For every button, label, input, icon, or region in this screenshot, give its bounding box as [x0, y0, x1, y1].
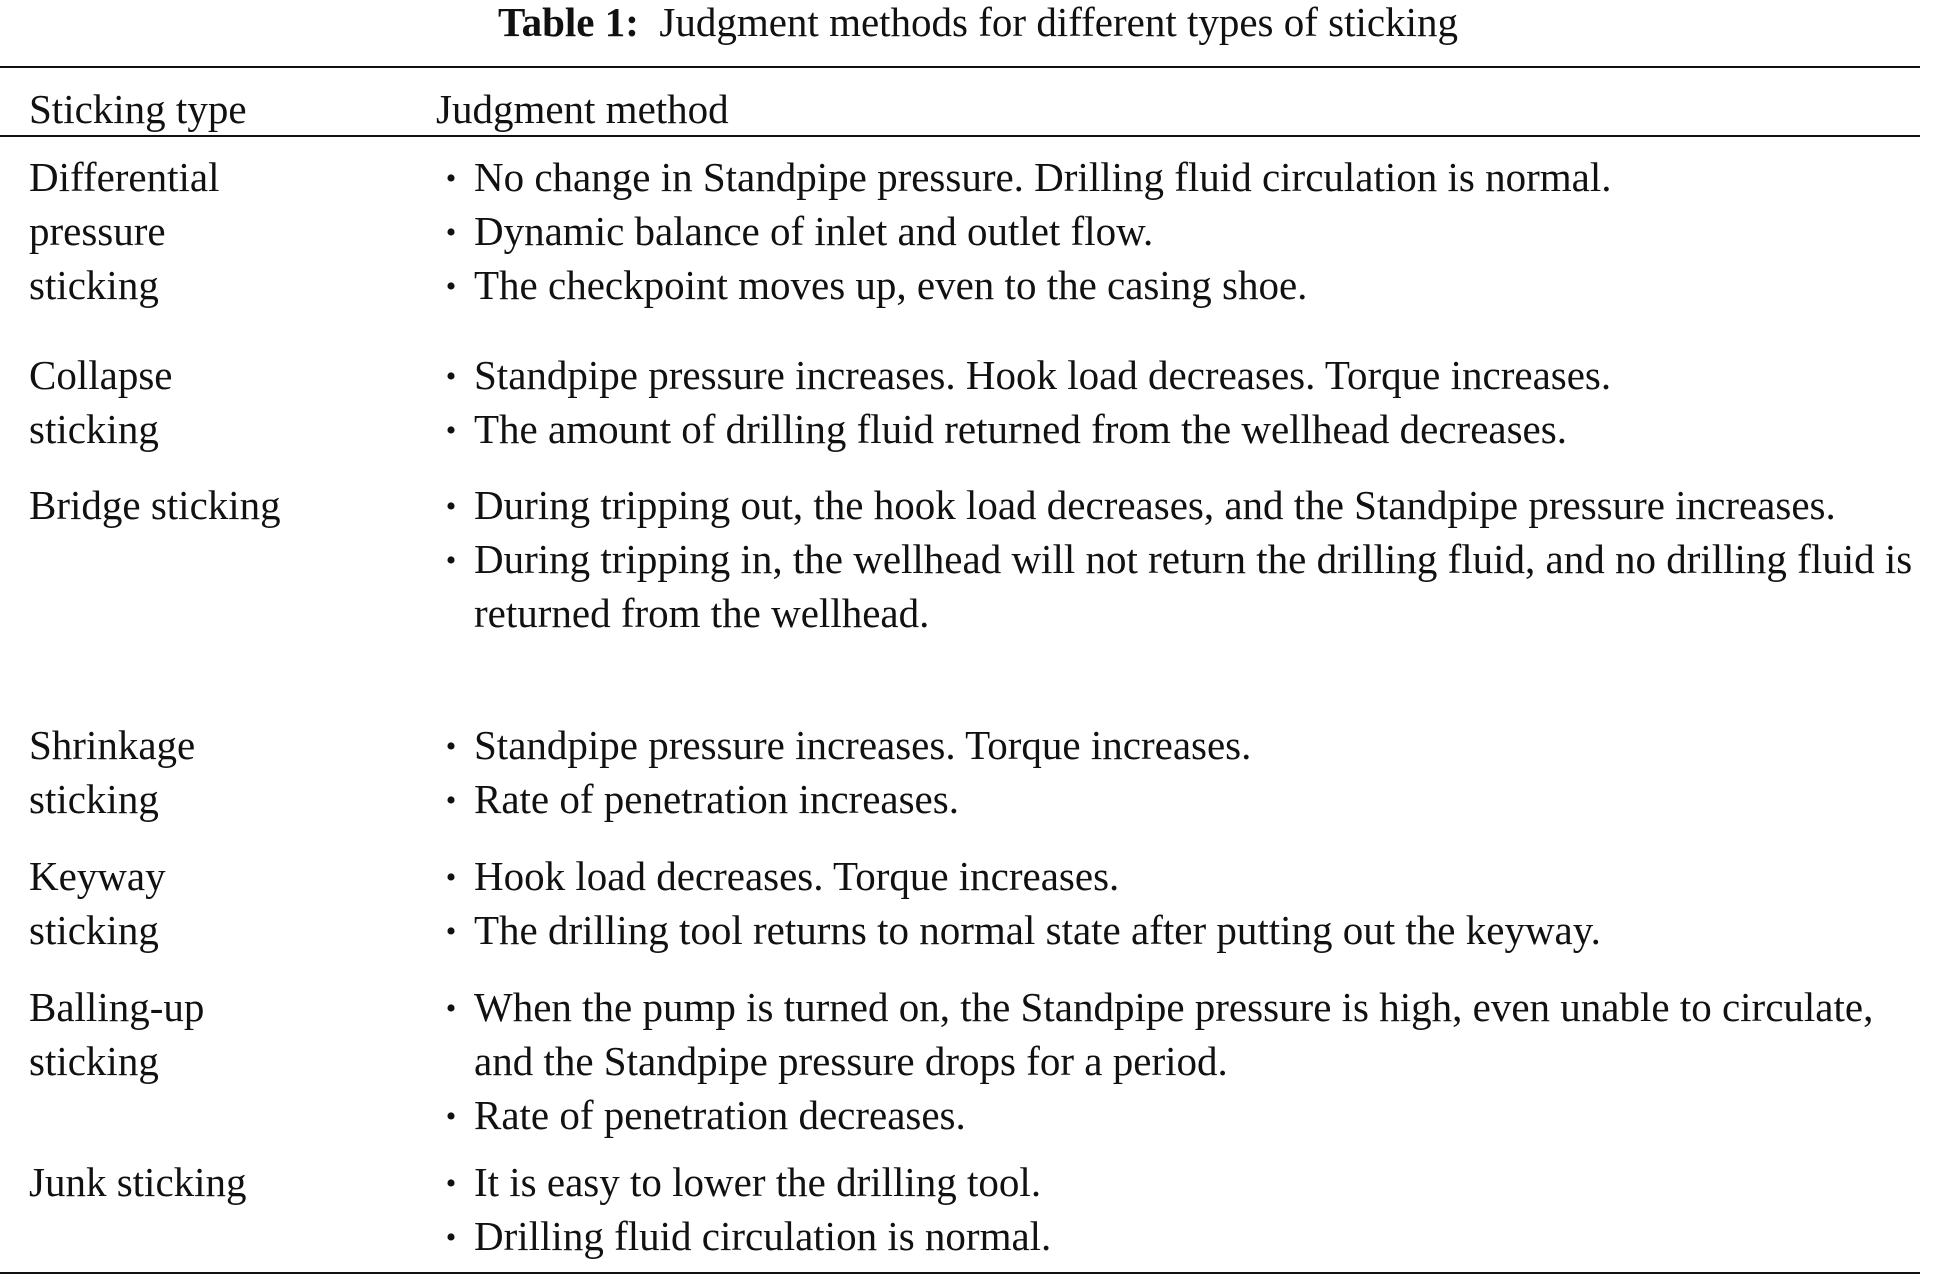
judgment-method-text: Rate of penetration decreases. [474, 1092, 966, 1138]
bullet-icon: • [445, 414, 457, 447]
judgment-method-item [436, 478, 1936, 532]
sticking-type-cell [29, 348, 409, 456]
sticking-type-line: sticking [29, 907, 159, 953]
sticking-type-line: Bridge sticking [29, 482, 281, 528]
judgment-method-text: When the pump is turned on, the Standpipe pressure is high, even unable to circulate, and the Standpipe pressure drops for a period. [474, 984, 1874, 1084]
judgment-method-cell [436, 718, 1936, 826]
judgment-method-text: Hook load decreases. Torque increases. [474, 853, 1120, 899]
sticking-type-line: Differential [29, 154, 220, 200]
top-rule [0, 66, 1920, 68]
sticking-type-cell [29, 1155, 409, 1209]
judgment-method-text: The checkpoint moves up, even to the casing shoe. [474, 262, 1308, 308]
judgment-method-cell [436, 980, 1936, 1142]
judgment-method-text: During tripping in, the wellhead will not return the drilling fluid, and no drilling fluid is returned from the wellhead. [474, 536, 1913, 636]
judgment-method-cell [436, 849, 1936, 957]
judgment-method-item [436, 258, 1936, 312]
judgment-method-text: The drilling tool returns to normal state after putting out the keyway. [474, 907, 1601, 953]
bullet-icon: • [445, 784, 457, 817]
judgment-method-text: Standpipe pressure increases. Hook load decreases. Torque increases. [474, 352, 1612, 398]
judgment-method-item [436, 348, 1936, 402]
judgment-method-item [436, 903, 1936, 957]
judgment-method-text: It is easy to lower the drilling tool. [474, 1159, 1042, 1205]
judgment-method-item [436, 980, 1936, 1088]
judgment-method-cell [436, 1155, 1936, 1263]
sticking-type-cell [29, 150, 409, 312]
bullet-icon: • [445, 270, 457, 303]
sticking-type-line: sticking [29, 406, 159, 452]
judgment-method-item [436, 150, 1936, 204]
bullet-icon: • [445, 490, 457, 523]
bottom-rule [0, 1272, 1920, 1274]
sticking-type-line: sticking [29, 262, 159, 308]
judgment-method-cell [436, 150, 1936, 312]
column-header-sticking-type: Sticking type [29, 86, 247, 132]
judgment-method-text: During tripping out, the hook load decreases, and the Standpipe pressure increases. [474, 482, 1836, 528]
header-rule [0, 135, 1920, 137]
column-header-judgment-method: Judgment method [436, 86, 729, 132]
sticking-type-line: pressure [29, 208, 166, 254]
judgment-method-item [436, 1209, 1936, 1263]
judgment-method-text: No change in Standpipe pressure. Drilling fluid circulation is normal. [474, 154, 1612, 200]
caption-label: Table 1: [498, 0, 639, 45]
bullet-icon: • [445, 992, 457, 1025]
bullet-icon: • [445, 360, 457, 393]
judgment-method-text: Standpipe pressure increases. Torque increases. [474, 722, 1252, 768]
bullet-icon: • [445, 162, 457, 195]
judgment-method-text: Rate of penetration increases. [474, 776, 959, 822]
bullet-icon: • [445, 544, 457, 577]
sticking-type-line: Collapse [29, 352, 173, 398]
caption-text: Judgment methods for different types of sticking [659, 0, 1458, 45]
judgment-method-cell [436, 478, 1936, 640]
bullet-icon: • [445, 915, 457, 948]
judgment-method-item [436, 1088, 1936, 1142]
sticking-type-line: sticking [29, 776, 159, 822]
judgment-method-text: Dynamic balance of inlet and outlet flow. [474, 208, 1154, 254]
sticking-type-line: Keyway [29, 853, 166, 899]
sticking-type-line: Shrinkage [29, 722, 196, 768]
bullet-icon: • [445, 730, 457, 763]
judgment-method-text: Drilling fluid circulation is normal. [474, 1213, 1052, 1259]
bullet-icon: • [445, 216, 457, 249]
table-caption [0, 0, 1956, 44]
bullet-icon: • [445, 1100, 457, 1133]
judgment-method-item [436, 718, 1936, 772]
judgment-method-text: The amount of drilling fluid returned from the wellhead decreases. [474, 406, 1567, 452]
sticking-type-cell [29, 718, 409, 826]
sticking-type-cell [29, 849, 409, 957]
judgment-method-item [436, 532, 1936, 640]
sticking-type-cell [29, 980, 409, 1088]
sticking-type-line: Junk sticking [29, 1159, 247, 1205]
judgment-method-item [436, 772, 1936, 826]
judgment-method-item [436, 849, 1936, 903]
bullet-icon: • [445, 1167, 457, 1200]
judgment-method-item [436, 1155, 1936, 1209]
judgment-method-cell [436, 348, 1936, 456]
bullet-icon: • [445, 1221, 457, 1254]
judgment-method-item [436, 204, 1936, 258]
sticking-type-cell [29, 478, 409, 532]
judgment-method-item [436, 402, 1936, 456]
sticking-type-line: sticking [29, 1038, 159, 1084]
sticking-type-line: Balling-up [29, 984, 205, 1030]
bullet-icon: • [445, 861, 457, 894]
